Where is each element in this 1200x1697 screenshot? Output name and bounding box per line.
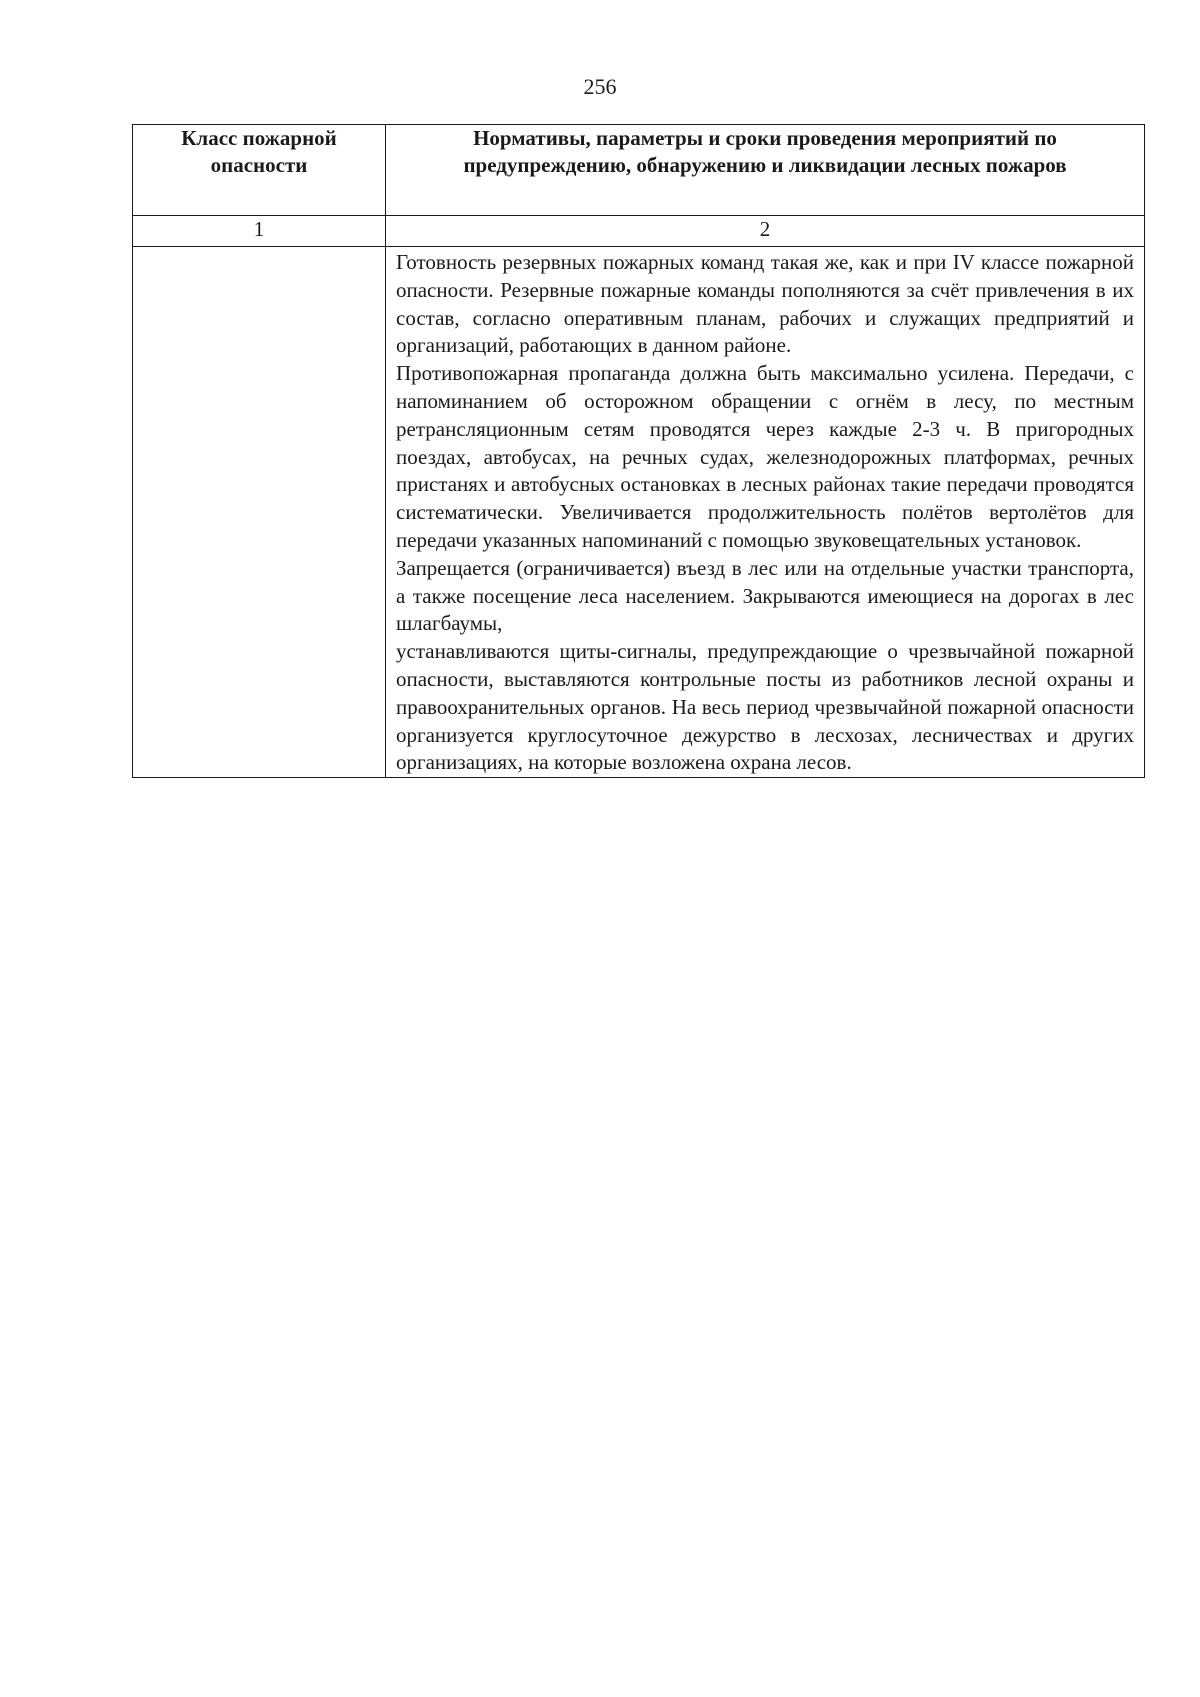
column-number-2: 2 bbox=[386, 216, 1145, 247]
page-number: 256 bbox=[583, 74, 617, 99]
measures-paragraph: Готовность резервных пожарных команд такая же, как и при IV классе пожарной опасности. Резервные пожарные команды пополняются за счёт привлечения в их состав, согласно оперативным планам, рабочих и служащих предприятий и организаций, работающих в данном районе. bbox=[396, 250, 1134, 358]
measures-paragraph: устанавливаются щиты-сигналы, предупреждающие о чрезвычайной пожарной опасности, выставляются контрольные посты из работников лесной охраны и правоохранительных органов. На весь период чрезвычайной пожарной опасности организуется круглосуточное дежурство в лесхозах, лесничествах и других организациях, на которые возложена охрана лесов. bbox=[396, 639, 1134, 775]
header-fire-class-text: Класс пожарной опасности bbox=[181, 126, 337, 177]
measures-cell bbox=[386, 247, 1145, 778]
table-header-row bbox=[133, 125, 1145, 216]
column-number-1: 1 bbox=[133, 216, 386, 247]
column-numbering-row bbox=[133, 216, 1145, 247]
fire-danger-table bbox=[132, 124, 1145, 778]
measures-paragraph: Противопожарная пропаганда должна быть максимально усилена. Передачи, с напоминанием об осторожном обращении с огнём в лесу, по местным ретрансляционным сетям проводятся через каждые 2-3 ч. В пригородных поездах, автобусах, на речных судах, железнодорожных платформах, речных пристанях и автобусных остановках в лесных районах такие передачи проводятся систематически. Увеличивается продолжительность полётов вертолётов для передачи указанных напоминаний с помощью звуковещательных установок. bbox=[396, 361, 1134, 552]
fire-class-cell bbox=[133, 247, 386, 778]
measures-paragraph: Запрещается (ограничивается) въезд в лес или на отдельные участки транспорта, а также посещение леса населением. Закрываются имеющиеся на дорогах в лес шлагбаумы, bbox=[396, 555, 1134, 636]
header-measures bbox=[386, 125, 1145, 216]
header-measures-text: Нормативы, параметры и сроки проведения мероприятий по предупреждению, обнаружению и ликвидации лесных пожаров bbox=[463, 126, 1067, 177]
table-row bbox=[133, 247, 1145, 778]
header-fire-class bbox=[133, 125, 386, 216]
